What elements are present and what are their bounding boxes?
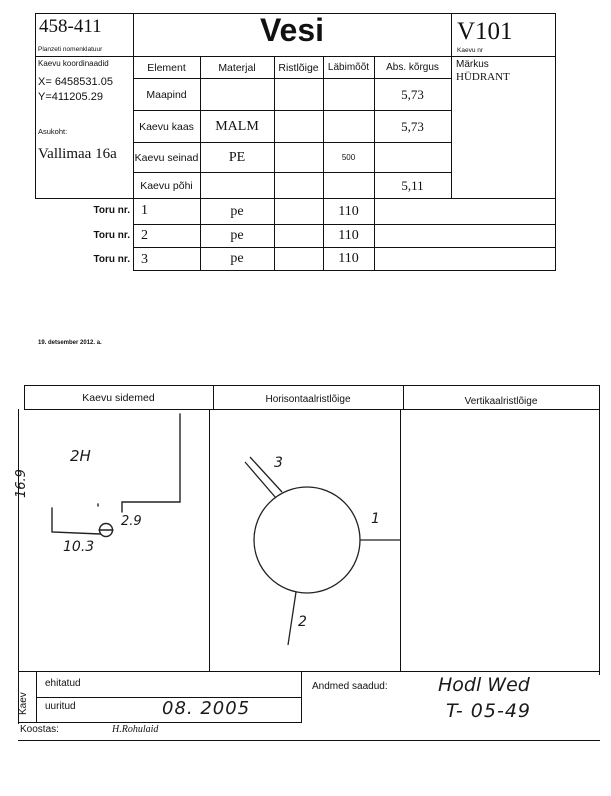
row-element: Kaevu seinad <box>134 151 199 164</box>
well-number: V101 <box>457 18 513 45</box>
pipe-number: 3 <box>141 252 148 267</box>
location-label: Asukoht: <box>38 127 68 136</box>
pipe-material: pe <box>230 228 244 243</box>
row-abs-height: 5,11 <box>401 177 424 193</box>
coord-x: X= 6458531.05 <box>38 76 113 88</box>
note-10-3: 10.3 <box>63 539 95 555</box>
row-element: Kaevu põhi <box>140 179 193 192</box>
coord-y: Y=411205.29 <box>38 91 103 103</box>
data-from-value: T- 05-49 <box>446 700 532 722</box>
coords-label: Kaevu koordinaadid <box>38 59 109 68</box>
pipe-2-label: 2 <box>298 614 307 630</box>
location-value: Vallimaa 16a <box>38 146 117 162</box>
pipe-diameter: 110 <box>338 203 359 219</box>
renewed-value: 08. 2005 <box>162 698 251 719</box>
data-from-label: Andmed saadud: <box>312 681 388 692</box>
sheet-number: 458-411 <box>39 16 102 37</box>
side-label: Kaev <box>18 692 29 715</box>
col-header-section: Ristlõige <box>278 61 319 74</box>
sketch-col-title: Kaevu sidemed <box>82 391 155 404</box>
pipe-1-label: 1 <box>371 511 380 527</box>
pipe-diameter: 110 <box>338 251 359 266</box>
row-abs-height: 5,73 <box>401 118 424 134</box>
pipe-material: pe <box>230 251 244 266</box>
pipe-number: 2 <box>141 228 148 243</box>
note-2-9: 2.9 <box>121 514 142 529</box>
pipe-label: Toru nr. <box>93 205 130 216</box>
author-value: H.Rohulaid <box>112 724 159 735</box>
pipe-number: 1 <box>141 203 148 218</box>
pipe-material: pe <box>230 203 244 219</box>
row-abs-height: 5,73 <box>401 86 424 102</box>
row-element: Kaevu kaas <box>139 120 194 133</box>
pipe-3-label: 3 <box>274 455 283 471</box>
row-material: PE <box>228 149 246 165</box>
renewed-label: uuritud <box>45 701 76 712</box>
sketch-col-title: Horisontaalristlõige <box>265 394 351 405</box>
pipe-label: Toru nr. <box>93 254 130 265</box>
data-from-value: Hodl Wed <box>438 674 530 696</box>
pipe-label: Toru nr. <box>93 230 130 241</box>
sheet-number-caption: Planzeti nomenklatuur <box>38 46 103 53</box>
sketch-col-title: Vertikaalristlõige <box>464 396 538 407</box>
row-element: Maapind <box>146 88 187 101</box>
author-label: Koostas: <box>20 724 59 735</box>
date-line: 19. detsember 2012. a. <box>38 340 102 346</box>
col-header-material: Materjal <box>218 61 256 74</box>
horizontal-section-drawing <box>210 410 400 672</box>
pipe-diameter: 110 <box>338 228 359 243</box>
col-header-abs-height: Abs. kõrgus <box>386 62 439 73</box>
built-label: ehitatud <box>45 678 81 689</box>
row-diameter: 500 <box>341 153 356 162</box>
note-2h: 2H <box>70 447 91 465</box>
ties-sketch <box>18 410 210 672</box>
remarks-label: Märkus <box>456 59 489 70</box>
col-header-diameter: Läbimõõt <box>327 62 370 73</box>
note-16-9: 16.9 <box>14 469 29 498</box>
col-header-element: Element <box>147 61 186 74</box>
row-material: MALM <box>215 118 259 134</box>
well-number-caption: Kaevu nr <box>457 47 484 54</box>
page-title: Vesi <box>259 12 325 48</box>
remarks-value: HÜDRANT <box>456 71 510 83</box>
